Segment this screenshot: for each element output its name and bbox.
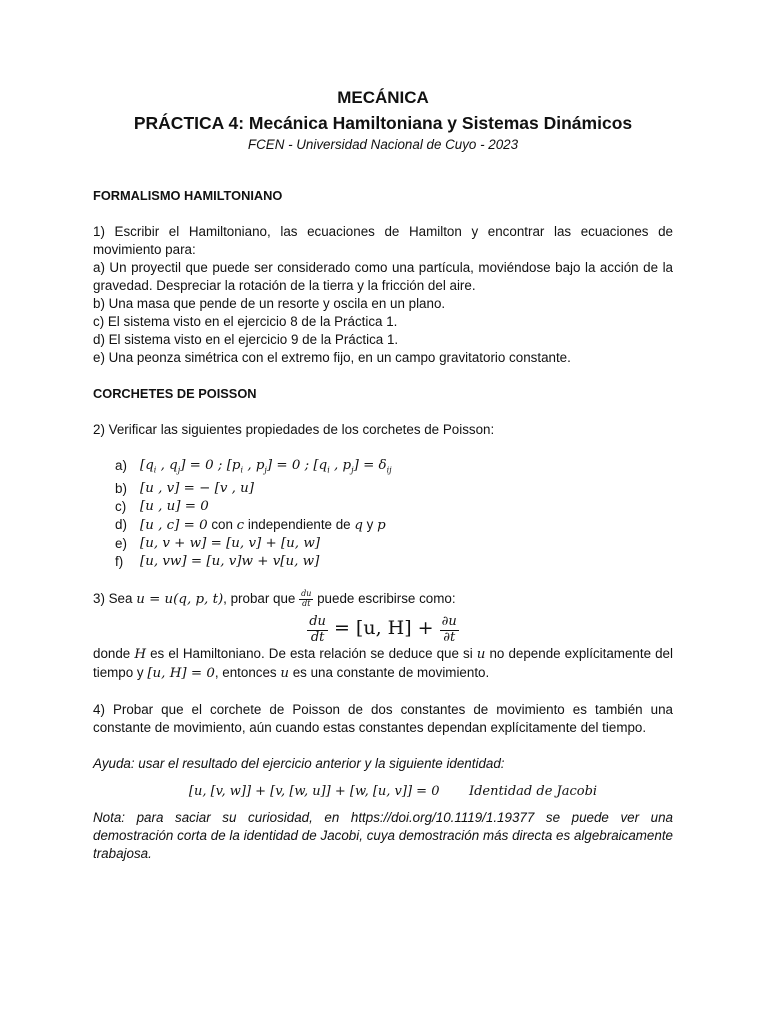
property-e: [115, 535, 673, 553]
header: [93, 86, 673, 154]
exercise-3-statement: 3) Sea u = u(q, p, t), probar que $\frac{du}{dt}$ puede escribirse como:: [93, 588, 456, 608]
page-subtitle: PRÁCTICA 4: Mecánica Hamiltoniana y Sistemas Dinámicos: [133, 113, 633, 133]
exercise-1-item-e: e) Una peonza simétrica con el extremo fijo, en un campo gravitatorio constante.: [93, 350, 571, 365]
property-b: [115, 480, 673, 498]
du-dt-fraction: $\frac{du}{dt}$: [309, 614, 326, 645]
property-c-formula: [u , u] = 0: [140, 498, 209, 514]
property-b-formula: [u , v] = − [v , u]: [140, 480, 255, 496]
page-title: MECÁNICA: [337, 88, 429, 107]
institution-line: FCEN - Universidad Nacional de Cuyo - 2023: [247, 137, 519, 152]
property-label: d): [115, 516, 127, 532]
property-a: [115, 457, 673, 480]
property-label: c): [115, 498, 127, 514]
property-f: [115, 553, 673, 571]
exercise-1-item-a: a) Un proyectil que puede ser considerado como una partícula, moviéndose bajo la acción de la gravedad. Despreciar la rotación de la tierra y la fricción del aire.: [93, 260, 673, 293]
poisson-properties-list: [115, 457, 673, 571]
exercise-2-intro: 2) Verificar las siguientes propiedades de los corchetes de Poisson:: [93, 422, 495, 437]
property-d: [115, 516, 673, 535]
property-a-formula: [$q_i$ , $q_j] = 0$ ; [$p_i$ , $p_j] = 0$ ; [$q_i$ , $p_j] = \delta_{ij}$: [140, 458, 392, 475]
exercise-3-equation: $\frac{du}{dt}$ = [u, H] + $\frac{\partial u}{\partial t}$: [309, 614, 457, 645]
property-d-formula: [u , c] = 0 con c independiente de q y p: [140, 516, 386, 533]
property-c: [115, 498, 673, 516]
partial-u-partial-t-fraction: $\frac{\partial u}{\partial t}$: [441, 614, 457, 645]
jacobi-label: Identidad de Jacobi: [468, 783, 598, 799]
exercise-1-item-b: b) Una masa que pende de un resorte y oscila en un plano.: [93, 296, 446, 311]
exercise-4-note: Nota: para saciar su curiosidad, en https://doi.org/10.1119/1.19377 se puede ver una demostración corta de la identidad de Jacobi, cuya demostración más directa es algebraicamente trabajosa.: [93, 809, 673, 861]
jacobi-equation: [u, [v, w]] + [v, [w, u]] + [w, [u, v]] = 0: [188, 783, 440, 799]
property-label: a): [115, 458, 127, 473]
section-heading-hamiltonian: FORMALISMO HAMILTONIANO: [93, 188, 283, 203]
property-label: f): [115, 553, 124, 569]
exercise-1-item-d: d) El sistema visto en el ejercicio 9 de la Práctica 1.: [93, 332, 399, 347]
jacobi-identity: [93, 773, 673, 809]
exercise-1-item-c: c) El sistema visto en el ejercicio 8 de la Práctica 1.: [93, 314, 398, 329]
property-label: e): [115, 535, 127, 551]
property-e-formula: [u, v + w] = [u, v] + [u, w]: [140, 535, 321, 551]
exercise-4-statement: 4) Probar que el corchete de Poisson de dos constantes de movimiento es también una constante de movimiento, aún cuando estas constantes dependan explícitamente del tiempo.: [93, 701, 673, 735]
section-heading-poisson: CORCHETES DE POISSON: [93, 386, 257, 401]
exercise-3-conclusion: donde H es el Hamiltoniano. De esta relación se deduce que si u no depende explícitamente del tiempo y [u, H] = 0, entonces u es una constante de movimiento.: [93, 645, 673, 681]
property-f-formula: [u, vw] = [u, v]w + v[u, w]: [140, 553, 320, 569]
document-page: [93, 86, 673, 863]
du-dt-small-fraction: $\frac{du}{dt}$: [301, 588, 312, 608]
property-label: b): [115, 480, 127, 496]
exercise-4-hint: Ayuda: usar el resultado del ejercicio anterior y la siguiente identidad:: [93, 755, 505, 771]
exercise-1-intro: 1) Escribir el Hamiltoniano, las ecuaciones de Hamilton y encontrar las ecuaciones de movimiento para:: [93, 224, 673, 257]
